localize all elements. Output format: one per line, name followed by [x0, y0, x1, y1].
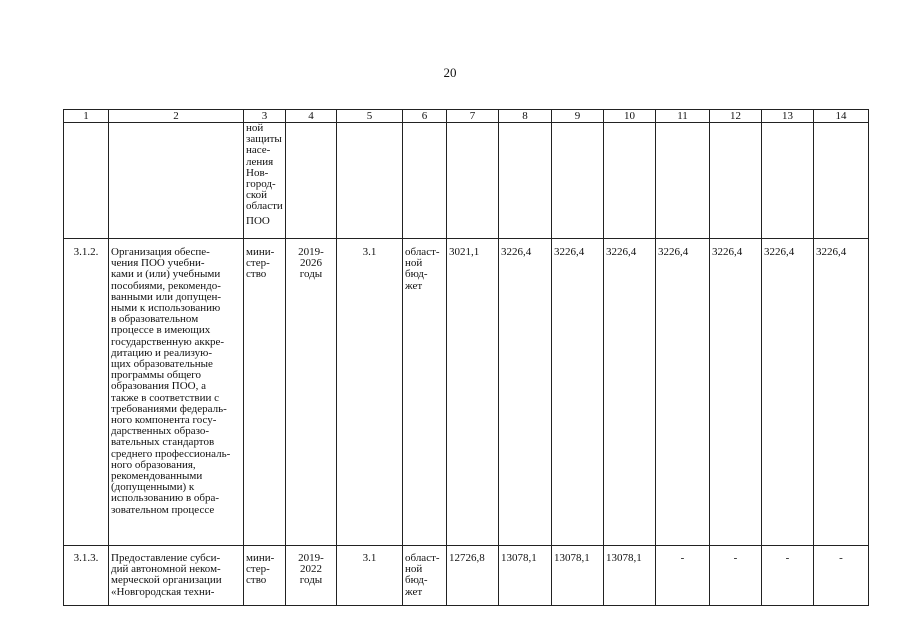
column-header: 8	[499, 110, 552, 123]
cell-value: 12726,8	[447, 546, 499, 606]
cell-value: 3226,4	[710, 239, 762, 546]
cell-value: 3226,4	[604, 239, 656, 546]
cell-executor: мини- стер- ство	[244, 239, 286, 546]
cell-value: -	[710, 546, 762, 606]
cell-name	[109, 123, 244, 239]
cell-value: 3226,4	[814, 239, 869, 546]
column-header: 9	[552, 110, 604, 123]
column-header: 1	[64, 110, 109, 123]
page-number: 20	[443, 65, 457, 80]
cell-value: 13078,1	[552, 546, 604, 606]
cell-target: 3.1	[337, 546, 403, 606]
cell-term: 2019- 2022 годы	[286, 546, 337, 606]
column-header: 11	[656, 110, 710, 123]
column-header: 4	[286, 110, 337, 123]
cell-value	[710, 123, 762, 239]
cell-value: 3021,1	[447, 239, 499, 546]
cell-name: Предоставление субси- дий автономной неком- мерческой организации «Новгородская техни-	[109, 546, 244, 606]
table-row	[64, 239, 869, 546]
cell-source: област- ной бюд- жет	[403, 239, 447, 546]
cell-value	[604, 123, 656, 239]
cell-value	[447, 123, 499, 239]
cell-value: 3226,4	[499, 239, 552, 546]
cell-value: -	[814, 546, 869, 606]
cell-num: 3.1.2.	[64, 239, 109, 546]
header-row	[64, 110, 869, 123]
column-header: 14	[814, 110, 869, 123]
cell-name: Организация обеспе- чения ПОО учебни- ками и (или) учебными пособиями, рекомендо- ванными или допущен- ными к использованию в образовательном процессе в имеющих государственную аккре- дитацию и реализую- щих образовательные программы общего образования ПОО, а также в соответствии с требованиями федераль- ного компонента госу- дарственных образо- вательных стандартов среднего профессиональ- ного образования, рекомендованными (допущенными) к использованию в обра- зовательном процессе	[109, 239, 244, 546]
cell-executor	[244, 123, 286, 239]
column-header: 7	[447, 110, 499, 123]
executor-text: ной защиты насе- ления Нов- город- ской области	[246, 122, 283, 213]
column-header: 3	[244, 110, 286, 123]
cell-value	[499, 123, 552, 239]
column-header: 2	[109, 110, 244, 123]
cell-value	[552, 123, 604, 239]
cell-value: 3226,4	[656, 239, 710, 546]
cell-value	[656, 123, 710, 239]
cell-num: 3.1.3.	[64, 546, 109, 606]
executor-extra: ПОО	[246, 214, 270, 227]
cell-executor: мини- стер- ство	[244, 546, 286, 606]
cell-target: 3.1	[337, 239, 403, 546]
column-header: 10	[604, 110, 656, 123]
cell-value: -	[762, 546, 814, 606]
table-row	[64, 123, 869, 239]
program-table	[63, 109, 869, 606]
cell-value: 13078,1	[499, 546, 552, 606]
cell-value: -	[656, 546, 710, 606]
cell-source: област- ной бюд- жет	[403, 546, 447, 606]
table-row	[64, 546, 869, 606]
cell-value	[762, 123, 814, 239]
column-header: 6	[403, 110, 447, 123]
cell-num	[64, 123, 109, 239]
cell-term	[286, 123, 337, 239]
cell-value: 13078,1	[604, 546, 656, 606]
cell-term: 2019- 2026 годы	[286, 239, 337, 546]
cell-source	[403, 123, 447, 239]
column-header: 12	[710, 110, 762, 123]
column-header: 13	[762, 110, 814, 123]
cell-target	[337, 123, 403, 239]
cell-value	[814, 123, 869, 239]
cell-value: 3226,4	[762, 239, 814, 546]
column-header: 5	[337, 110, 403, 123]
cell-value: 3226,4	[552, 239, 604, 546]
